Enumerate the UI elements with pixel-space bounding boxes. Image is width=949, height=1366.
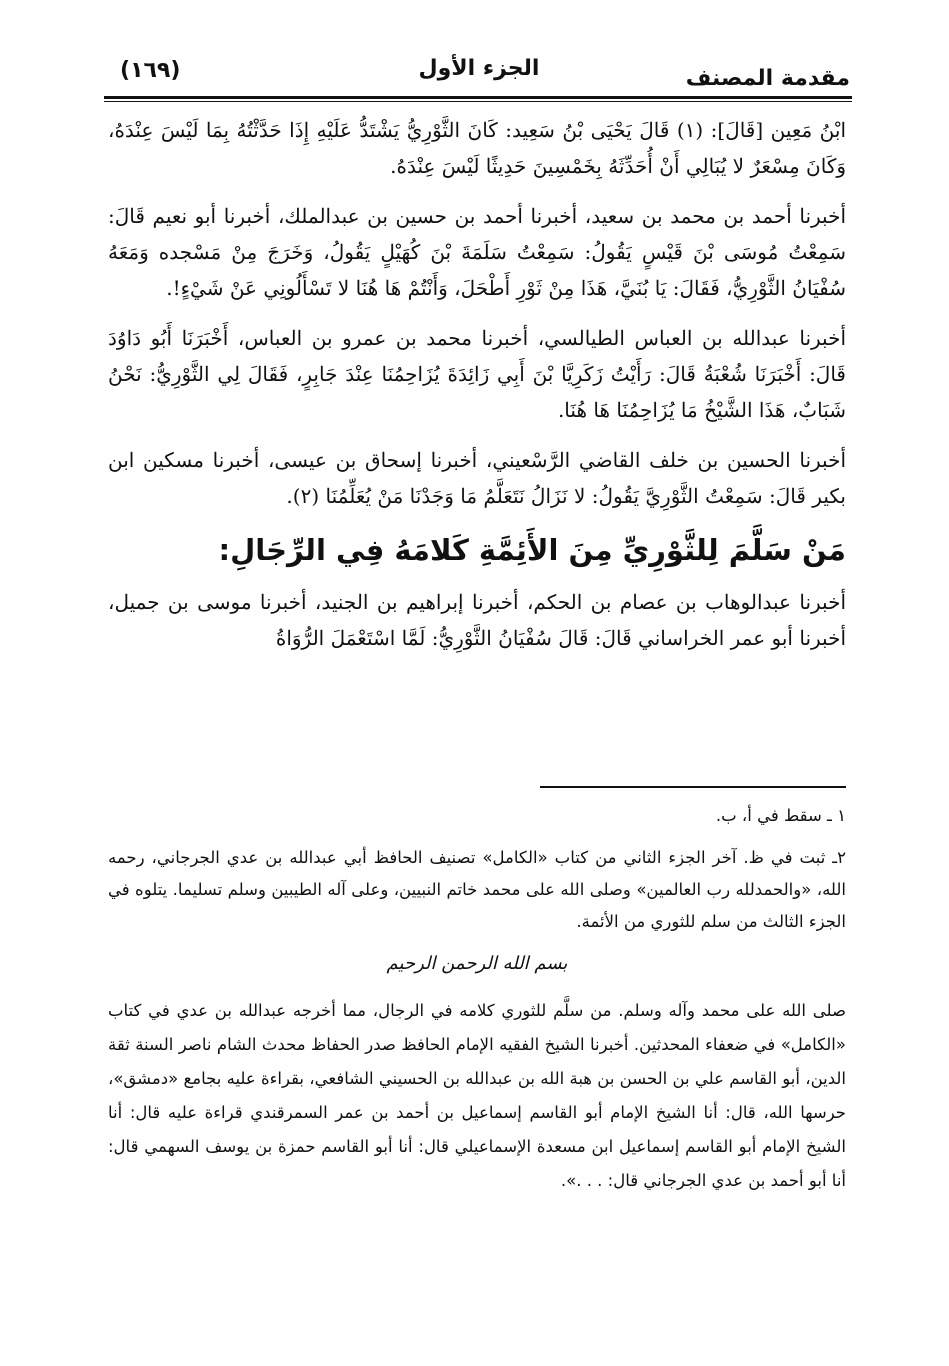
main-text (108, 112, 846, 670)
volume-title: الجزء الأول (418, 56, 540, 81)
paragraph-4: أخبرنا الحسين بن خلف القاضي الرَّسْعيني، أخبرنا إسحاق بن عيسى، أخبرنا مسكين ابن بكير قَالَ: سَمِعْتُ الثَّوْرِيَّ يَقُولُ: لا نَزَالُ نَتَعَلَّمُ مَا وَجَدْنَا مَنْ يُعَلِّمُنَا (٢). (108, 448, 846, 508)
page-header (108, 52, 850, 94)
footnotes (108, 800, 846, 1208)
footnote-1: ١ ـ سقط في أ، ب. (715, 806, 846, 825)
paragraph-3: أخبرنا عبدالله بن العباس الطيالسي، أخبرنا محمد بن عمرو بن العباس، أَخْبَرَنَا أَبُو دَاوُدَ قَالَ: أَخْبَرَنَا شُعْبَةُ قَالَ: رَأَيْتُ زَكَرِيَّا بْنَ أَبِي زَائِدَةَ يُزَاحِمُنَا عِنْدَ جَابِرٍ، فَقَالَ لِي الثَّوْرِيُّ: نَحْنُ شَبَابٌ، هَذَا الشَّيْخُ مَا يُزَاحِمُنَا هَا هُنَا. (108, 326, 846, 422)
header-rule (104, 96, 852, 99)
basmala: بسم الله الرحمن الرحيم (386, 953, 568, 974)
section-title: مقدمة المصنف (685, 66, 850, 91)
footnote-rule (540, 786, 846, 788)
footnote-continuation: صلى الله على محمد وآله وسلم. من سلَّم للثوري كلامه في الرجال، مما أخرجه عبدالله بن عدي في كتاب «الكامل» في ضعفاء المحدثين. أخبرنا الشيخ الفقيه الإمام الحافظ صدر الحفاظ محدث الشام ناصر السنة ثقة الدين، أبو القاسم علي بن الحسن بن هبة الله بن عبدالله بن الحسيني الشافعي، بقراءة عليه بجامع «دمشق»، حرسها الله، قال: أنا الشيخ الإمام أبو القاسم إسماعيل بن أحمد بن عمر السمرقندي قراءة عليه قال: أنا الشيخ الإمام أبو القاسم إسماعيل ابن مسعدة الإسماعيلي قال: أنا أبو القاسم حمزة بن يوسف السهمي قال: أنا أبو أحمد بن عدي الجرجاني قال: . . .». (108, 1001, 846, 1190)
paragraph-5: أخبرنا عبدالوهاب بن عصام بن الحكم، أخبرنا إبراهيم بن الجنيد، أخبرنا موسى بن جميل، أخبرنا أبو عمر الخراساني قَالَ: قَالَ سُفْيَانُ الثَّوْرِيُّ: لَمَّا اسْتَعْمَلَ الرُّوَاةُ (108, 590, 846, 650)
paragraph-2: أخبرنا أحمد بن محمد بن سعيد، أخبرنا أحمد بن حسين بن عبدالملك، أخبرنا أبو نعيم قَالَ: سَمِعْتُ مُوسَى بْنَ قَيْسٍ يَقُولُ: سَمِعْتُ سَلَمَةَ بْنَ كُهَيْلٍ يَقُولُ، وَخَرَجَ مِنْ مَسْجده وَمَعَهُ سُفْيَانُ الثَّوْرِيُّ، فَقَالَ: يَا بُنَيَّ، هَذَا مِنْ ثَوْرِ أَطْحَلَ، وَأَنْتُمْ هَا هُنَا لا تَسْأَلُونِي عَنْ شَيْءٍ!. (108, 204, 847, 300)
header-rule-thin (104, 101, 852, 102)
paragraph-1: ابْنُ مَعِين [قَالَ]: (١) قَالَ يَحْيَى بْنُ سَعِيد: كَانَ الثَّوْرِيُّ يَشْتَدُّ عَلَيْهِ إِذَا حَدَّثْتُهُ بِمَا لَيْسَ عِنْدَهُ، وَكَانَ مِسْعَرٌ لا يُبَالِي أَنْ أُحَدِّثَهُ بِخَمْسِينَ حَدِيثًا لَيْسَ عِنْدَهُ. (108, 118, 846, 178)
section-heading: مَنْ سَلَّمَ لِلثَّوْرِيِّ مِنَ الأَئِمَّةِ كَلامَهُ فِي الرِّجَالِ: (218, 533, 846, 567)
footnote-2: ٢ـ ثبت في ظ. آخر الجزء الثاني من كتاب «الكامل» تصنيف الحافظ أبي عبدالله بن عدي الجرجاني، رحمه الله، «والحمدلله رب العالمين» وصلى الله على محمد خاتم النبيين، وعلى آله الطيبين وسلم تسليما. يتلوه في الجزء الثالث من سلم للثوري من الأئمة. (108, 848, 846, 931)
page-number: (١٦٩) (120, 58, 181, 83)
